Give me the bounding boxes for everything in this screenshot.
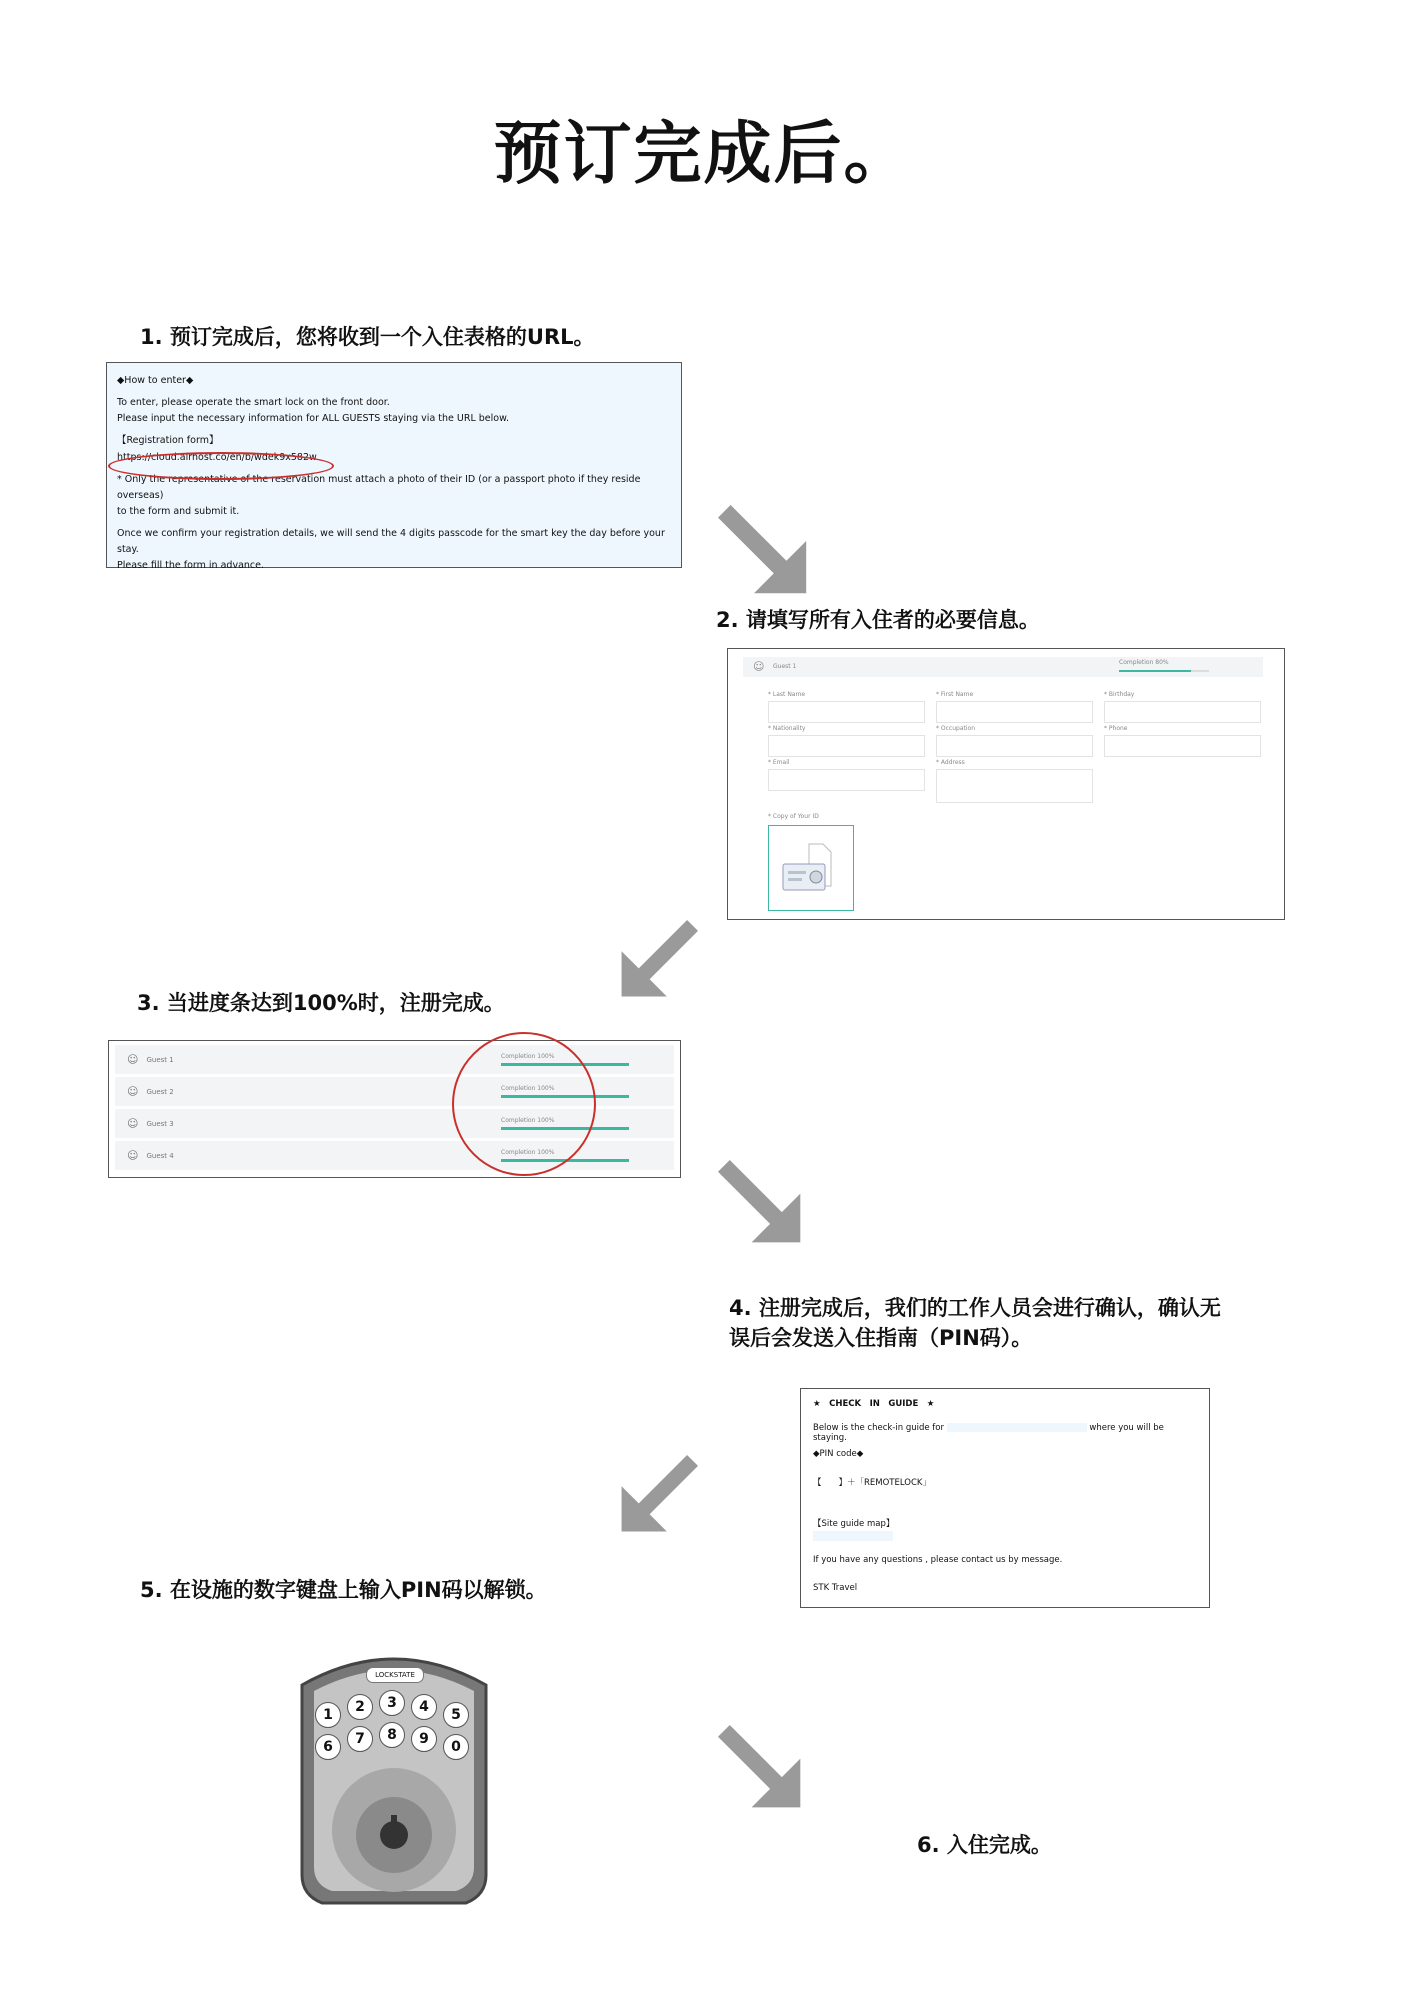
form-progress-fill bbox=[1119, 670, 1191, 672]
pin-code: 【 】＋「REMOTELOCK」 bbox=[813, 1478, 931, 1488]
keypad-key-9[interactable]: 9 bbox=[411, 1726, 437, 1752]
step-4-line-1: 4. 注册完成后，我们的工作人员会进行确认，确认无 bbox=[729, 1296, 1221, 1320]
arrow-down-right-icon bbox=[718, 505, 808, 595]
email-label: * Email bbox=[768, 759, 790, 766]
id-copy-label: * Copy of Your ID bbox=[768, 813, 819, 820]
arrow-down-left-icon bbox=[620, 920, 698, 998]
guest-name: Guest 3 bbox=[146, 1119, 174, 1128]
smart-lock-keypad bbox=[296, 1645, 492, 1929]
email-line-5: Once we confirm your registration details, we will send the 4 digits passcode for the smart key the day before your stay. bbox=[117, 528, 665, 556]
step-1-label: 1. 预订完成后，您将收到一个入住表格的URL。 bbox=[140, 325, 595, 349]
step-5-label: 5. 在设施的数字键盘上输入PIN码以解锁。 bbox=[140, 1578, 547, 1602]
guest-completion-text: Completion 100% bbox=[501, 1117, 555, 1124]
user-icon: ☺ bbox=[127, 1085, 139, 1098]
url-highlight-circle bbox=[108, 452, 334, 480]
guest-completion-text: Completion 100% bbox=[501, 1085, 555, 1092]
guide-signature: STK Travel bbox=[813, 1583, 858, 1593]
keypad-key-1[interactable]: 1 bbox=[315, 1702, 341, 1728]
progress-highlight-circle bbox=[452, 1032, 596, 1176]
occupation-label: * Occupation bbox=[936, 725, 976, 732]
email-line-4: to the form and submit it. bbox=[117, 505, 240, 517]
check-in-guide-screenshot bbox=[800, 1388, 1210, 1608]
guest-name: Guest 4 bbox=[146, 1151, 174, 1160]
email-line-1: To enter, please operate the smart lock on the front door. bbox=[117, 397, 390, 409]
email-line-2: Please input the necessary information for ALL GUESTS staying via the URL below. bbox=[117, 413, 510, 425]
keypad-key-3[interactable]: 3 bbox=[379, 1690, 405, 1716]
email-heading: ◆How to enter◆ bbox=[117, 375, 194, 386]
keypad-key-5[interactable]: 5 bbox=[443, 1702, 469, 1728]
arrow-down-right-icon bbox=[718, 1725, 802, 1809]
user-icon: ☺ bbox=[753, 660, 765, 673]
lock-brand: LOCKSTATE bbox=[366, 1667, 424, 1683]
form-guest-name: Guest 1 bbox=[773, 663, 797, 670]
site-map-label: 【Site guide map】 bbox=[813, 1519, 895, 1529]
first-name-label: * First Name bbox=[936, 691, 974, 698]
first-name-input[interactable] bbox=[936, 701, 1093, 723]
id-upload-box[interactable] bbox=[768, 825, 854, 911]
arrow-down-right-icon bbox=[718, 1160, 802, 1244]
guest-completion-text: Completion 100% bbox=[501, 1149, 555, 1156]
phone-label: * Phone bbox=[1104, 725, 1128, 732]
page-title: 预订完成后。 bbox=[493, 115, 914, 194]
guide-title: ★ CHECK IN GUIDE ★ bbox=[813, 1399, 935, 1409]
guide-intro-start: Below is the check-in guide for bbox=[813, 1423, 944, 1433]
property-name-placeholder bbox=[947, 1423, 1087, 1432]
address-textarea[interactable] bbox=[936, 769, 1093, 803]
form-guest-header bbox=[743, 657, 1263, 677]
user-icon: ☺ bbox=[127, 1149, 139, 1162]
registration-label: 【Registration form】 bbox=[117, 435, 219, 447]
keypad-key-2[interactable]: 2 bbox=[347, 1694, 373, 1720]
last-name-label: * Last Name bbox=[768, 691, 806, 698]
keypad-key-4[interactable]: 4 bbox=[411, 1694, 437, 1720]
keypad-key-8[interactable]: 8 bbox=[379, 1722, 405, 1748]
guide-intro bbox=[801, 1423, 1211, 1443]
nationality-label: * Nationality bbox=[768, 725, 806, 732]
birthday-label: * Birthday bbox=[1104, 691, 1135, 698]
email-input[interactable] bbox=[768, 769, 925, 791]
keypad-key-0[interactable]: 0 bbox=[443, 1734, 469, 1760]
last-name-input[interactable] bbox=[768, 701, 925, 723]
step-2-label: 2. 请填写所有入住者的必要信息。 bbox=[716, 608, 1040, 632]
email-line-3: * Only the representative of the reservation must attach a photo of their ID (or a passport photo if they reside overseas) bbox=[117, 473, 641, 501]
user-icon: ☺ bbox=[127, 1053, 139, 1066]
guide-intro-end: where you will be staying. bbox=[813, 1423, 1164, 1443]
guest-row[interactable] bbox=[115, 1045, 674, 1077]
user-icon: ☺ bbox=[127, 1117, 139, 1130]
step-4-line-2: 误后会发送入住指南（PIN码）。 bbox=[729, 1326, 1033, 1351]
form-completion-text: Completion 80% bbox=[1119, 659, 1169, 666]
site-map-link[interactable] bbox=[813, 1531, 893, 1541]
registration-url[interactable]: https://cloud.airhost.co/en/b/wdek9x582w bbox=[117, 451, 317, 463]
guest-form-screenshot bbox=[727, 648, 1285, 920]
nationality-select[interactable] bbox=[768, 735, 925, 757]
keypad-key-6[interactable]: 6 bbox=[315, 1734, 341, 1760]
birthday-input[interactable] bbox=[1104, 701, 1261, 723]
step-3-label: 3. 当进度条达到100%时，注册完成。 bbox=[137, 991, 505, 1015]
pin-label: ◆PIN code◆ bbox=[813, 1449, 864, 1459]
step-4-label bbox=[729, 1293, 1221, 1354]
form-progress-track bbox=[1119, 670, 1209, 672]
contact-text: If you have any questions , please contact us by message. bbox=[813, 1555, 1063, 1565]
phone-input[interactable] bbox=[1104, 735, 1261, 757]
email-line-6: Please fill the form in advance. bbox=[117, 560, 264, 572]
step-6-label: 6. 入住完成。 bbox=[917, 1833, 1052, 1857]
occupation-input[interactable] bbox=[936, 735, 1093, 757]
guest-name: Guest 2 bbox=[146, 1087, 174, 1096]
keyhole-slot bbox=[391, 1815, 397, 1829]
guest-row[interactable] bbox=[115, 1141, 674, 1173]
guest-completion-text: Completion 100% bbox=[501, 1053, 555, 1060]
keypad-key-7[interactable]: 7 bbox=[347, 1726, 373, 1752]
guest-name: Guest 1 bbox=[146, 1055, 174, 1064]
id-card-icon bbox=[769, 826, 853, 910]
arrow-down-left-icon bbox=[620, 1455, 698, 1533]
address-label: * Address bbox=[936, 759, 965, 766]
